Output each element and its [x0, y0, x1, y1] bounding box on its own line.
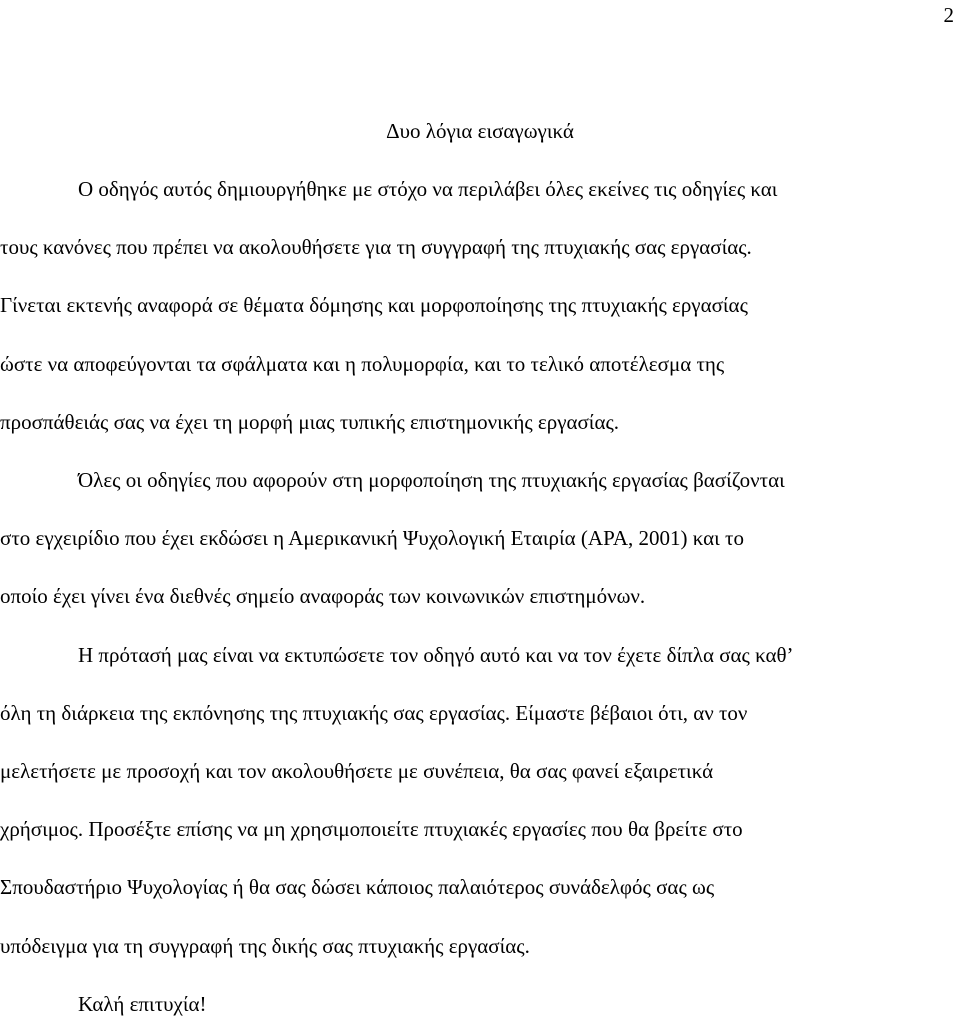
paragraph-line: Η πρότασή μας είναι να εκτυπώσετε τον οδηγό αυτό και να τον έχετε δίπλα σας καθ’: [78, 642, 794, 667]
paragraph-line: τους κανόνες που πρέπει να ακολουθήσετε για τη συγγραφή της πτυχιακής σας εργασίας.: [0, 235, 752, 260]
paragraph-line: Ο οδηγός αυτός δημιουργήθηκε με στόχο να περιλάβει όλες εκείνες τις οδηγίες και: [78, 177, 778, 201]
paragraph-line: υπόδειγμα για τη συγγραφή της δικής σας πτυχιακής εργασίας.: [0, 933, 530, 958]
closing-line: Καλή επιτυχία!: [78, 991, 207, 1016]
document-heading: Δυο λόγια εισαγωγικά: [386, 119, 574, 143]
paragraph-line: Γίνεται εκτενής αναφορά σε θέματα δόμησης και μορφοποίησης της πτυχιακής εργασίας: [0, 293, 748, 318]
page-number: 2: [943, 3, 954, 27]
paragraph-line: οποίο έχει γίνει ένα διεθνές σημείο αναφοράς των κοινωνικών επιστημόνων.: [0, 584, 646, 609]
paragraph-line: όλη τη διάρκεια της εκπόνησης της πτυχιακής σας εργασίας. Είμαστε βέβαιοι ότι, αν τον: [0, 700, 748, 725]
paragraph-apa-guidelines: [0, 451, 960, 626]
paragraph-line: Όλες οι οδηγίες που αφορούν στη μορφοποίηση της πτυχιακής εργασίας βασίζονται: [78, 468, 785, 493]
paragraph-line: ώστε να αποφεύγονται τα σφάλματα και η πολυμορφία, και το τελικό αποτέλεσμα της: [0, 351, 725, 376]
paragraph-line: στο εγχειρίδιο που έχει εκδώσει η Αμερικανική Ψυχολογική Εταιρία (APA, 2001) και το: [0, 526, 744, 551]
document-body: [0, 111, 960, 1033]
paragraph-recommendation: [0, 626, 960, 975]
paragraph-line: Σπουδαστήριο Ψυχολογίας ή θα σας δώσει κάποιος παλαιότερος συνάδελφός σας ως: [0, 875, 715, 900]
paragraph-line: μελετήσετε με προσοχή και τον ακολουθήσετε με συνέπεια, θα σας φανεί εξαιρετικά: [0, 759, 714, 784]
paragraph-line: προσπάθειάς σας να έχει τη μορφή μιας τυπικής επιστημονικής εργασίας.: [0, 409, 620, 434]
paragraph-introduction: [0, 160, 960, 451]
paragraph-line: χρήσιμος. Προσέξτε επίσης να μη χρησιμοποιείτε πτυχιακές εργασίες που θα βρείτε στο: [0, 817, 743, 842]
